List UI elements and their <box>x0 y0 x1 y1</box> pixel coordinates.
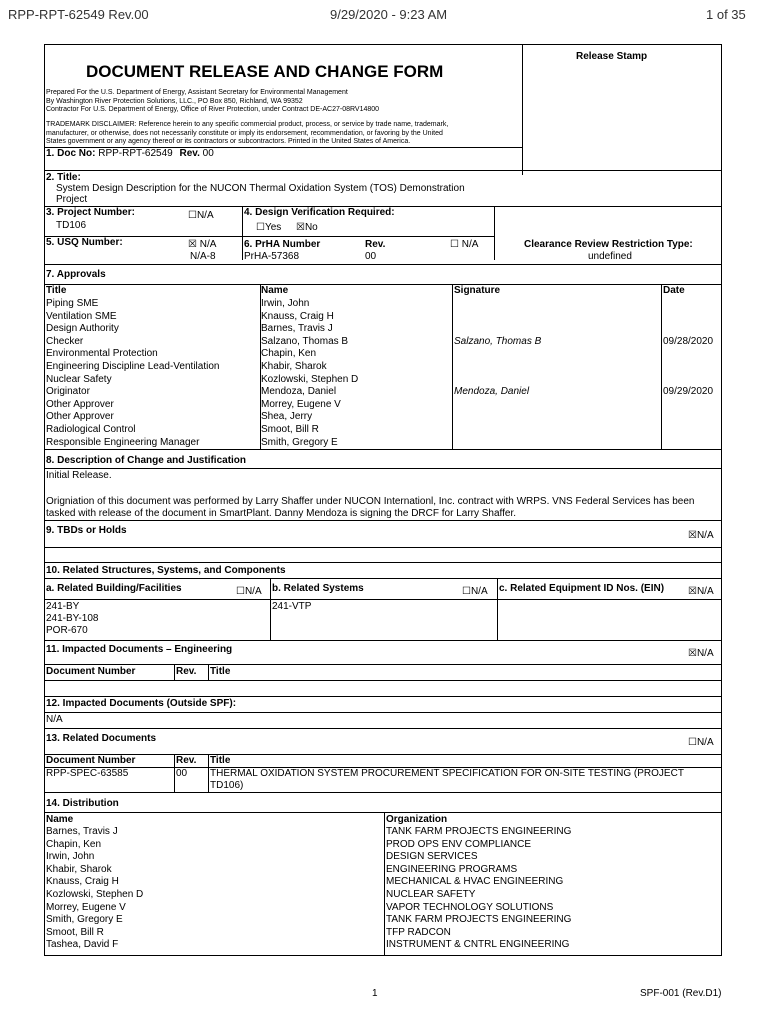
approvals-label: 7. Approvals <box>46 269 106 280</box>
distribution-org: ENGINEERING PROGRAMS <box>386 863 518 875</box>
release-stamp-label: Release Stamp <box>576 51 648 62</box>
distribution-name: Khabir, Sharok <box>46 863 112 875</box>
prha-rev-label: Rev. <box>365 239 386 250</box>
impacted-eng-header-rev: Rev. <box>176 666 197 677</box>
design-verification-no-checkbox[interactable]: ☒No <box>296 222 318 233</box>
ssc-a-label: a. Related Building/Facilities <box>46 583 182 594</box>
rev-value: 00 <box>202 148 214 159</box>
rev-label: Rev. <box>179 148 200 159</box>
distribution-name: Kozlowski, Stephen D <box>46 889 144 900</box>
footer-form-id: SPF-001 (Rev.D1) <box>640 988 722 999</box>
distribution-name: Chapin, Ken <box>46 838 102 850</box>
doc-no-row <box>46 148 214 161</box>
approval-date: 09/29/2020 <box>663 386 714 398</box>
impacted-outside-label: 12. Impacted Documents (Outside SPF): <box>46 698 237 709</box>
approval-name: Mendoza, Daniel <box>261 386 337 398</box>
prepared-line: Contractor For U.S. Department of Energy, Office of River Protection, under Contract DE-AC27-08RV14800 <box>46 106 380 113</box>
approval-title: Design Authority <box>46 323 119 335</box>
ssc-b-na-checkbox[interactable]: ☐N/A <box>462 586 488 597</box>
ssc-c-na-checkbox[interactable]: ☒N/A <box>688 586 714 597</box>
clearance-label: Clearance Review Restriction Type: <box>524 239 693 250</box>
distribution-org: VAPOR TECHNOLOGY SOLUTIONS <box>386 901 554 913</box>
approval-name: Barnes, Travis J <box>261 323 333 335</box>
approval-title: Radiological Control <box>46 424 136 435</box>
prha-label: 6. PrHA Number <box>244 239 321 250</box>
ssc-label: 10. Related Structures, Systems, and Components <box>46 565 286 576</box>
approval-name: Morrey, Eugene V <box>261 398 341 410</box>
related-doc-rev: 00 <box>176 768 188 779</box>
distribution-org: INSTRUMENT & CNTRL ENGINEERING <box>386 939 570 951</box>
approval-title: Responsible Engineering Manager <box>46 436 200 448</box>
clearance-value: undefined <box>588 251 632 262</box>
description-line: tasked with release of the document in SmartPlant. Danny Mendoza is signing the DRCF for Larry Shaffer. <box>46 508 517 519</box>
distribution-name: Tashea, David F <box>46 939 119 951</box>
disclaimer-block <box>46 121 521 147</box>
distribution-org: PROD OPS ENV COMPLIANCE <box>386 838 532 850</box>
distribution-name: Barnes, Travis J <box>46 826 118 837</box>
ssc-c-label: c. Related Equipment ID Nos. (EIN) <box>499 583 665 594</box>
ssc-a-value: 241-BY <box>46 601 80 612</box>
distribution-org: TANK FARM PROJECTS ENGINEERING <box>386 826 572 837</box>
approval-title: Engineering Discipline Lead-Ventilation <box>46 361 220 372</box>
project-number-value: TD106 <box>56 220 87 231</box>
title-label: 2. Title: <box>46 172 81 183</box>
approval-title: Other Approver <box>46 398 114 410</box>
distribution-org: TFP RADCON <box>386 926 451 938</box>
distribution-name: Irwin, John <box>46 851 95 863</box>
project-number-na-checkbox[interactable]: ☐N/A <box>188 210 214 221</box>
approvals-header-date: Date <box>663 285 685 296</box>
approval-signature: Salzano, Thomas B <box>454 335 542 347</box>
disclaimer-line: TRADEMARK DISCLAIMER: Reference herein to any specific commercial product, process, or service by trade name, trademark, <box>46 121 449 128</box>
distribution-name: Smoot, Bill R <box>46 926 104 938</box>
approval-date: 09/28/2020 <box>663 335 714 347</box>
approval-title: Originator <box>46 386 90 398</box>
related-docs-header-title: Title <box>210 755 231 766</box>
distribution-name: Smith, Gregory E <box>46 914 123 926</box>
usq-na-checkbox[interactable]: ☒ N/A <box>188 239 217 250</box>
prepared-line: Prepared For the U.S. Department of Energy, Assistant Secretary for Environmental Management <box>46 89 348 96</box>
approval-name: Knauss, Craig H <box>261 310 334 322</box>
design-verification-yes-checkbox[interactable]: ☐Yes <box>256 222 282 233</box>
related-docs-label: 13. Related Documents <box>46 733 157 744</box>
title-value: System Design Description for the NUCON Thermal Oxidation System (TOS) Demonstration <box>56 183 465 194</box>
viewer-page-count: 1 of 35 <box>706 7 746 22</box>
impacted-eng-header-title: Title <box>210 666 231 677</box>
prepared-line: By Washington River Protection Solutions, LLC., PO Box 850, Richland, WA 99352 <box>46 97 303 105</box>
usq-value: N/A-8 <box>190 251 216 262</box>
distribution-org: TANK FARM PROJECTS ENGINEERING <box>386 914 572 926</box>
project-number-label: 3. Project Number: <box>46 207 135 218</box>
distribution-header-org: Organization <box>386 814 448 825</box>
approval-signature: Mendoza, Daniel <box>454 386 530 398</box>
approval-name: Irwin, John <box>261 298 310 309</box>
ssc-a-na-checkbox[interactable]: ☐N/A <box>236 586 262 597</box>
approval-name: Kozlowski, Stephen D <box>261 373 359 385</box>
approval-name: Shea, Jerry <box>261 411 313 423</box>
disclaimer-line: manufacturer, or otherwise, does not necessarily constitute or imply its endorsement, recommendation, or favoring by the United <box>46 129 443 137</box>
related-doc-title: THERMAL OXIDATION SYSTEM PROCUREMENT SPECIFICATION FOR ON-SITE TESTING (PROJECT <box>210 768 684 779</box>
prha-na-checkbox[interactable]: ☐ N/A <box>450 239 479 250</box>
distribution-header-name: Name <box>46 814 74 825</box>
approval-title: Nuclear Safety <box>46 373 112 385</box>
related-doc-number: RPP-SPEC-63585 <box>46 768 129 779</box>
impacted-eng-header-doc: Document Number <box>46 666 136 677</box>
approval-name: Chapin, Ken <box>261 348 317 360</box>
distribution-label: 14. Distribution <box>46 798 119 809</box>
distribution-org: NUCLEAR SAFETY <box>386 889 476 900</box>
approval-title: Ventilation SME <box>46 310 117 322</box>
approval-title: Checker <box>46 335 84 347</box>
approval-title: Environmental Protection <box>46 348 158 360</box>
doc-no-label: 1. Doc No: <box>46 148 96 159</box>
usq-label: 5. USQ Number: <box>46 237 123 248</box>
description-label: 8. Description of Change and Justification <box>46 455 247 466</box>
related-docs-na-checkbox[interactable]: ☐N/A <box>688 737 714 748</box>
doc-no-value: RPP-RPT-62549 <box>98 148 173 159</box>
form-title: DOCUMENT RELEASE AND CHANGE FORM <box>86 62 444 81</box>
impacted-eng-label: 11. Impacted Documents – Engineering <box>46 644 233 655</box>
approvals-header-title: Title <box>46 285 67 296</box>
title-value-cont: Project <box>56 194 88 205</box>
description-line: Initial Release. <box>46 470 112 481</box>
ssc-a-value: POR-670 <box>46 625 88 636</box>
distribution-org: MECHANICAL & HVAC ENGINEERING <box>386 876 564 888</box>
ssc-b-label: b. Related Systems <box>272 583 364 594</box>
distribution-name: Morrey, Eugene V <box>46 901 126 913</box>
approvals-header-name: Name <box>261 285 289 296</box>
design-verification-label: 4. Design Verification Required: <box>244 207 395 218</box>
document-page <box>44 44 722 956</box>
ssc-b-value: 241-VTP <box>272 601 312 612</box>
approval-name: Salzano, Thomas B <box>261 335 349 347</box>
approvals-header-signature: Signature <box>454 285 501 296</box>
approval-name: Smith, Gregory E <box>261 436 338 448</box>
footer-page-number: 1 <box>372 988 378 999</box>
tbd-na-checkbox[interactable]: ☒N/A <box>688 530 714 541</box>
viewer-header <box>0 0 770 30</box>
description-line: Origniation of this document was performed by Larry Shaffer under NUCON Internationl, Inc. contract with WRPS. VNS Federal Services has been <box>46 496 695 507</box>
approval-title: Piping SME <box>46 298 99 309</box>
related-docs-header-rev: Rev. <box>176 755 197 766</box>
related-doc-title-cont: TD106) <box>210 780 244 791</box>
viewer-datetime: 9/29/2020 - 9:23 AM <box>330 7 448 22</box>
approval-name: Smoot, Bill R <box>261 424 319 435</box>
prha-number: PrHA-57368 <box>244 251 300 262</box>
related-docs-header-doc: Document Number <box>46 755 136 766</box>
impacted-eng-na-checkbox[interactable]: ☒N/A <box>688 648 714 659</box>
viewer-doc-id: RPP-RPT-62549 Rev.00 <box>8 7 149 22</box>
distribution-name: Knauss, Craig H <box>46 876 119 888</box>
approval-name: Khabir, Sharok <box>261 361 327 372</box>
tbd-label: 9. TBDs or Holds <box>46 525 127 536</box>
prha-rev: 00 <box>365 251 377 262</box>
impacted-outside-value: N/A <box>46 714 63 725</box>
disclaimer-line: States government or any agency thereof or its contractors or subcontractors. Printed in the United States of America. <box>46 138 411 145</box>
ssc-a-value: 241-BY-108 <box>46 613 99 624</box>
prepared-block <box>46 89 521 115</box>
approval-title: Other Approver <box>46 411 114 423</box>
distribution-org: DESIGN SERVICES <box>386 851 478 863</box>
